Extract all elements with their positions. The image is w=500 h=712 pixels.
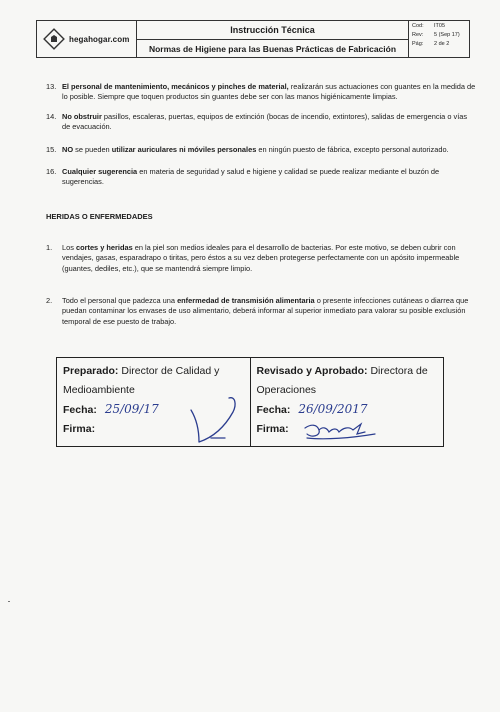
list-item [46,82,476,103]
header-title-block [137,21,409,57]
item-number: 16. [46,167,57,176]
meta-label: Rev: [412,32,424,38]
logo-diamond-icon [43,28,65,50]
item-number: 14. [46,112,57,121]
document-header [36,20,470,58]
approved-date: Fecha: 26/09/2017 [256,402,368,416]
prepared-role: Preparado: Director de Calidad y Medioambiente [63,365,220,396]
item-text: No obstruir pasillos, escaleras, puertas, equipos de extinción (bocas de incendio, extintores), salidas de emergencia o vías de evacuación. [62,112,468,132]
item-text: Todo el personal que padezca una enfermedad de transmisión alimentaria o presente infecciones cutáneas o diarrea que puedan contaminar los envases de uso alimentario, deberá informar al superior inmediato para valorar su posible exclusión temporal de ese puesto de trabajo. [62,296,469,326]
item-number: 2. [46,296,53,305]
list-item [46,112,476,133]
document-title: Normas de Higiene para las Buenas Prácticas de Fabricación [148,43,397,54]
page-speck [8,601,10,602]
meta-value: IT05 [434,23,446,29]
company-logo [37,21,137,57]
item-text: Los cortes y heridas en la piel son medios ideales para el desarrollo de bacterias. Por este motivo, se deben cubrir con vendajes, gasas, esparadrapo o tiritas, pero éstos a su vez deben protegerse perfectamente con un apósito impermeable (guantes, dediles, etc.), que se mantendrá siempre limpio. [62,243,460,273]
meta-value: 2 de 2 [434,41,450,47]
meta-label: Cod: [412,23,424,29]
item-text: Cualquier sugerencia en materia de seguridad y salud e higiene y calidad se puede realizar mediante el buzón de sugerencias. [62,167,440,187]
approved-sign-label: Firma: [256,423,289,435]
meta-label: Pág: [412,41,424,47]
list-item [46,243,476,274]
handwritten-signature-right [301,420,381,442]
prepared-sign-label: Firma: [63,423,96,435]
handwritten-signature-left [177,390,247,446]
signature-table [56,357,444,447]
item-text: El personal de mantenimiento, mecánicos y pinches de material, realizarán sus actuaciones con guantes en la medida de lo posible. Siempre que toquen productos sin guantes debe ser con las manos higiénicamente limpias. [62,82,476,102]
list-item [46,296,476,327]
item-number: 15. [46,145,57,154]
list-item [46,145,476,155]
meta-value: 5 (Sep 17) [434,32,460,38]
signature-prepared [57,358,250,446]
signature-approved [250,358,444,446]
logo-text: hegahogar.com [69,34,130,44]
document-type: Instrucción Técnica [137,21,408,40]
header-meta [409,21,469,57]
item-number: 1. [46,243,53,252]
prepared-date: Fecha: 25/09/17 [63,402,159,416]
item-text: NO se pueden utilizar auriculares ni móviles personales en ningún puesto de fábrica, excepto personal autorizado. [62,145,449,154]
approved-role: Revisado y Aprobado: Directora de Operaciones [256,365,428,396]
list-item [46,167,476,188]
section-heading: HERIDAS O ENFERMEDADES [46,212,153,221]
item-number: 13. [46,82,57,91]
